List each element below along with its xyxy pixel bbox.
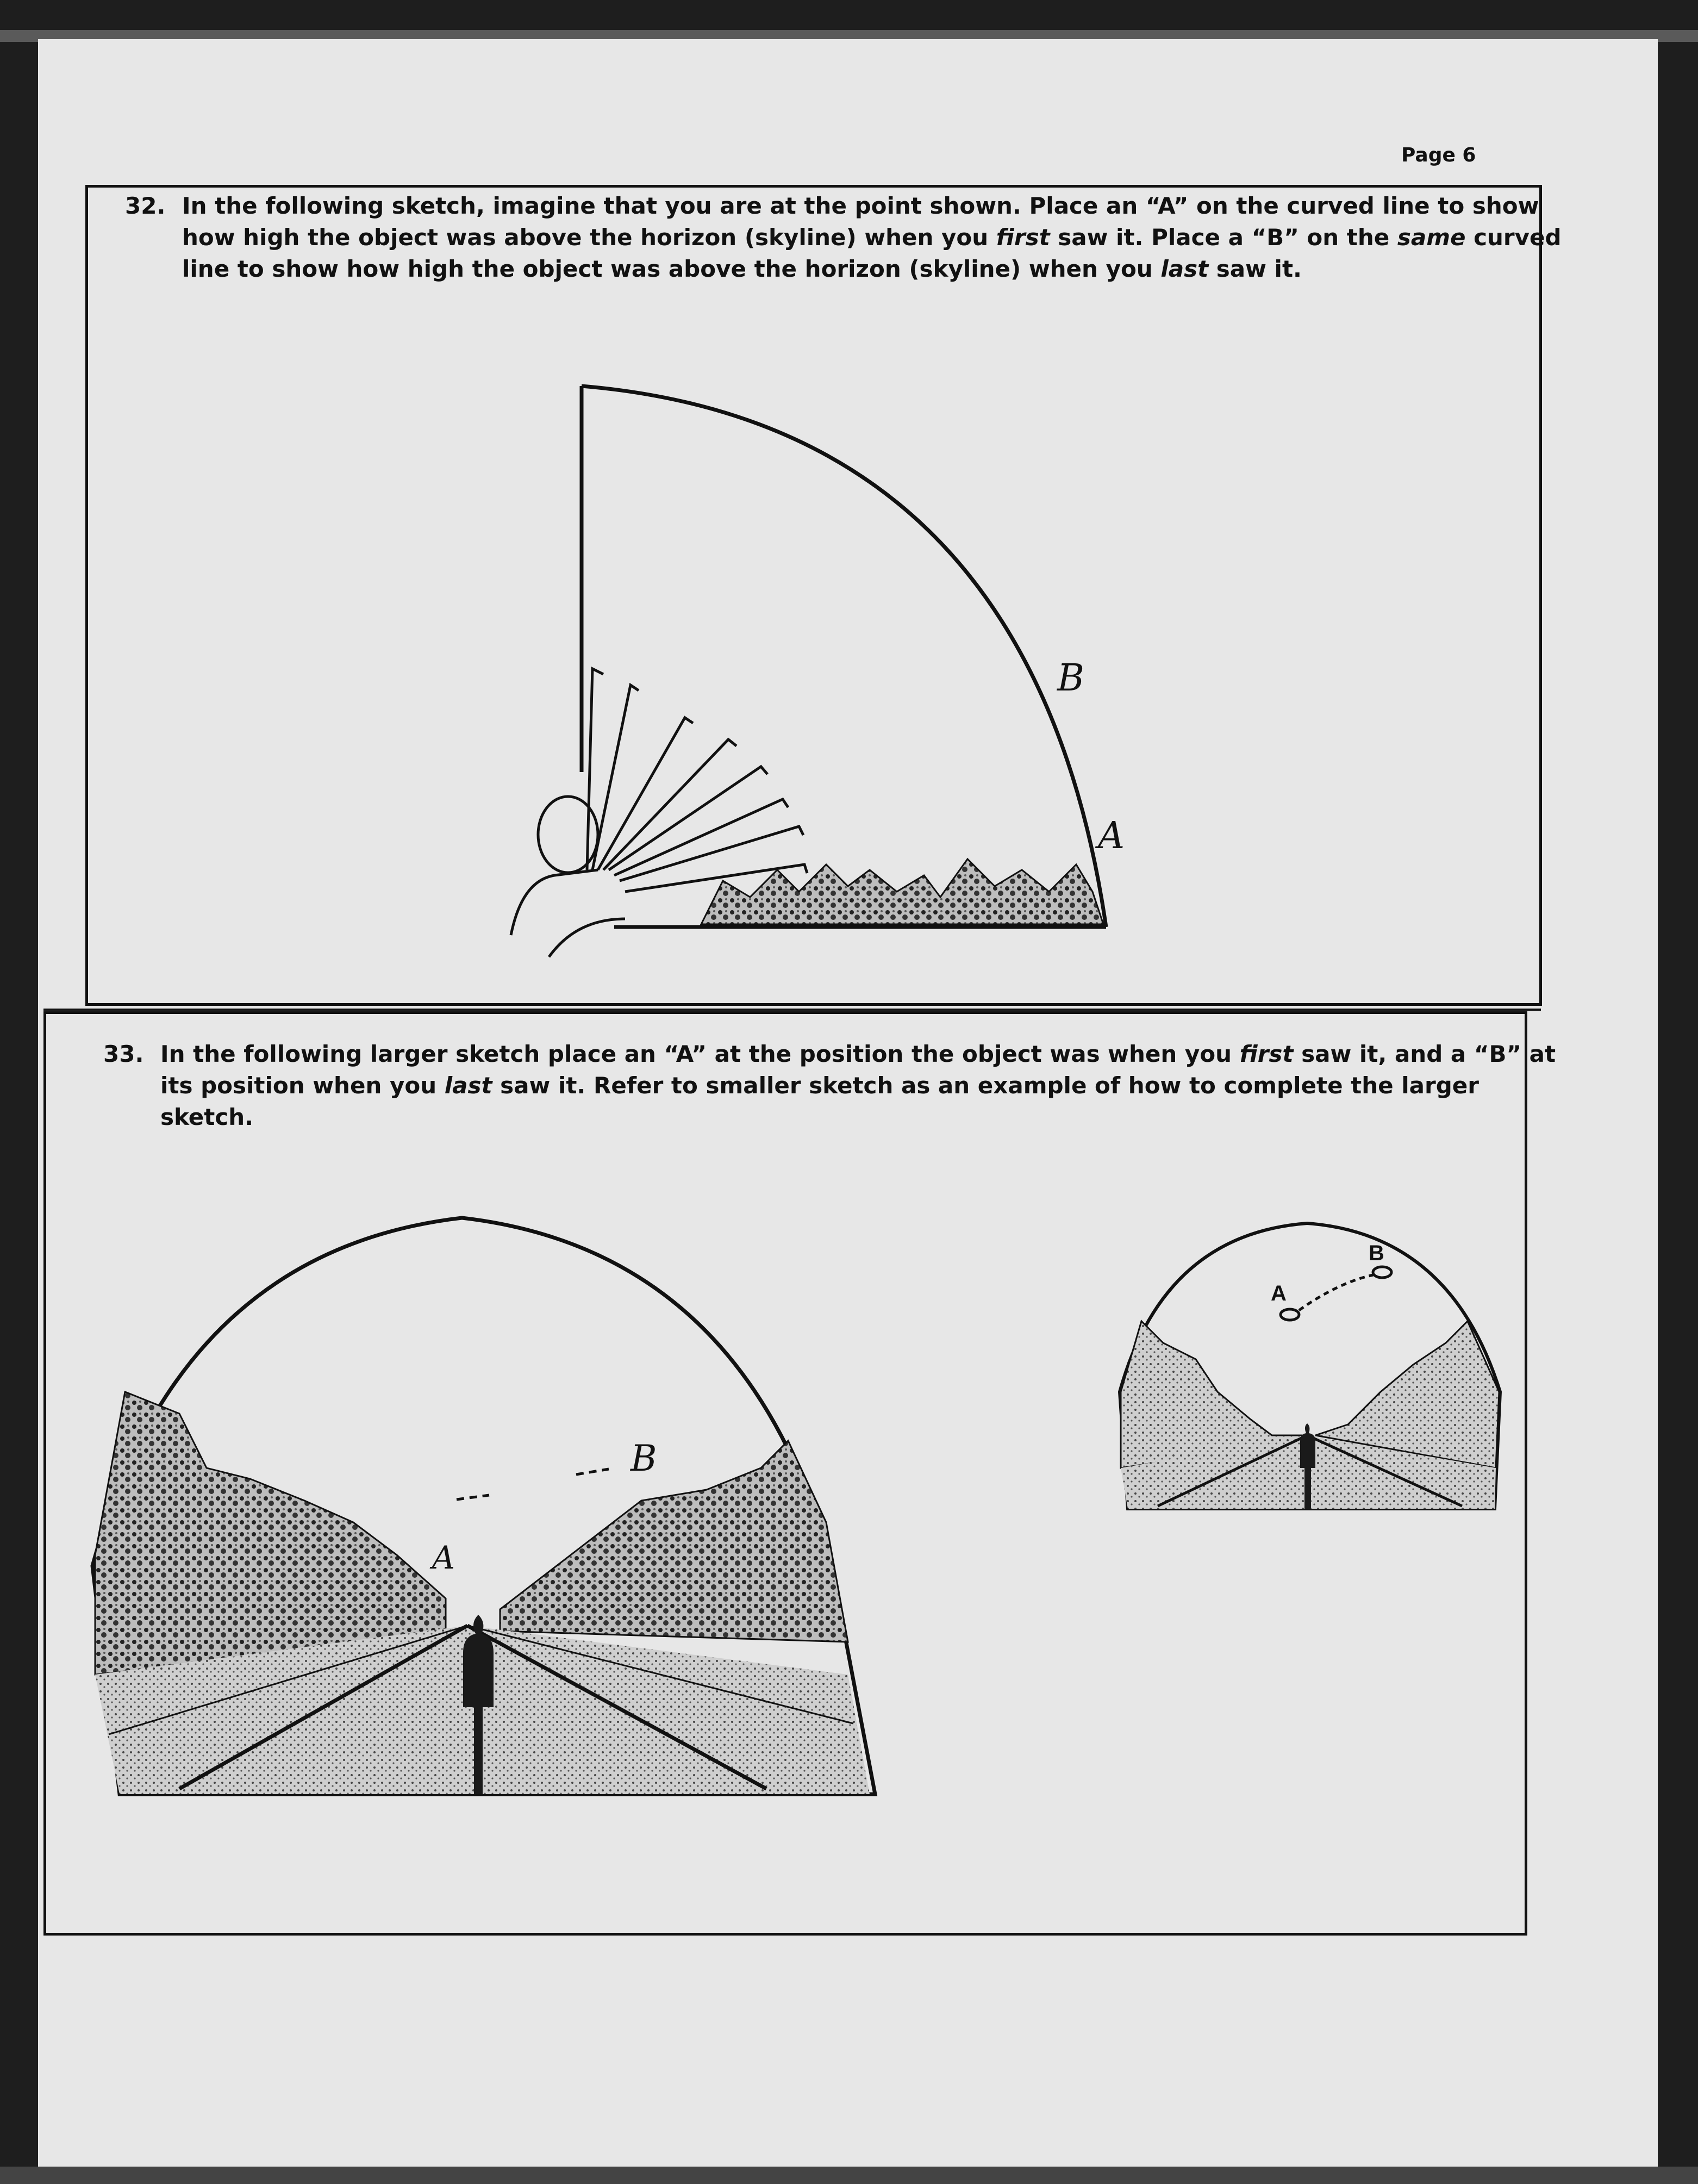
mark-b: B: [630, 1438, 657, 1479]
mark-b: B: [1057, 657, 1084, 700]
sketch-32: [511, 386, 1125, 957]
mark-a: A: [1271, 1281, 1287, 1305]
sketch-33-example: [1120, 1223, 1500, 1509]
skyline-trees-icon: [701, 859, 1103, 924]
pointing-arms-icon: [587, 669, 807, 892]
sketch-33-large: [92, 1218, 875, 1794]
page-number: Page 6: [1401, 144, 1476, 166]
mark-b: B: [1369, 1241, 1384, 1265]
question-number: 32.: [125, 192, 166, 219]
mark-a: A: [1098, 814, 1125, 857]
question-number: 33.: [103, 1041, 144, 1067]
question-text: In the following sketch, imagine that you are at the point shown. Place an “A” on the curved line to show how high the object was above the horizon (skyline) when you first saw it. Place a “B” on the same curved line to show how high the object was above the horizon (skyline) when you last saw it.: [182, 192, 1562, 282]
mark-a: A: [432, 1539, 455, 1576]
observer-icon: [511, 797, 625, 957]
sky-arc: [582, 386, 1106, 927]
question-text: In the following larger sketch place an “A” at the position the object was when you first saw it, and a “B” at its position when you last saw it. Refer to smaller sketch as an example of how to complete the larger sketch.: [160, 1041, 1556, 1130]
